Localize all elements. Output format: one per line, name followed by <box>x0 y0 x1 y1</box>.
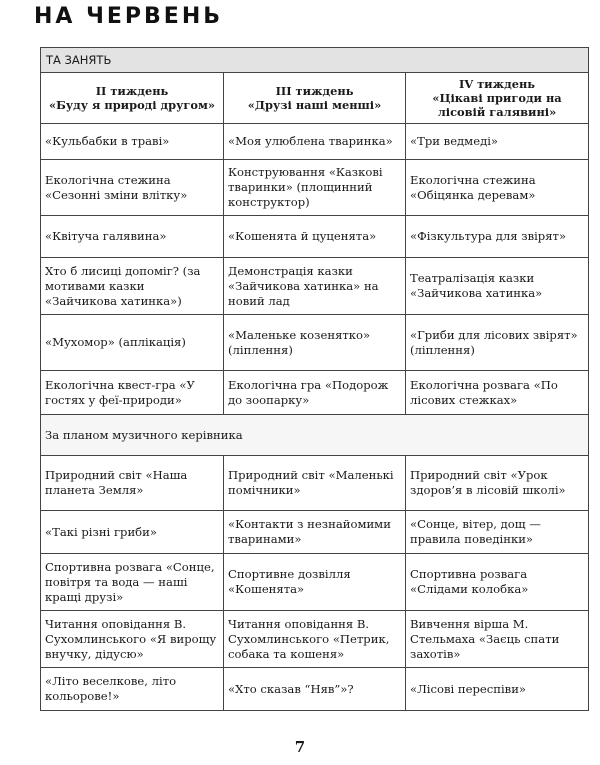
activity-cell: «Такі різні гриби» <box>41 511 224 554</box>
activity-cell: «Мухомор» (аплікація) <box>41 315 224 371</box>
table-row <box>41 216 589 258</box>
activity-cell: Спортивна розвага «Слідами колобка» <box>406 554 589 611</box>
activity-cell: Екологічна розвага «По лісових стежках» <box>406 371 589 415</box>
table-row <box>41 456 589 511</box>
activity-cell: Природний світ «Маленькі помічники» <box>224 456 406 511</box>
activity-cell: «Лісові переспіви» <box>406 668 589 711</box>
week-header-2 <box>41 73 224 124</box>
activity-cell: Читання оповідання В. Сухомлинського «Я вирощу внучку, дідусю» <box>41 611 224 668</box>
activity-cell: Екологічна стежина «Обіцянка деревам» <box>406 160 589 216</box>
week-theme: «Цікаві пригоди на лісовій галявині» <box>432 91 562 119</box>
plan-table <box>40 47 589 711</box>
plan-table-wrap <box>40 47 588 711</box>
week-label: III тиждень <box>275 84 354 98</box>
section-band-row <box>41 48 589 73</box>
activity-cell: Природний світ «Наша планета Земля» <box>41 456 224 511</box>
table-row <box>41 611 589 668</box>
activity-cell: Хто б лисиці допоміг? (за мотивами казки «Зайчикова хатинка») <box>41 258 224 315</box>
activity-cell: «Літо веселкове, літо кольорове!» <box>41 668 224 711</box>
activity-cell: Демонстрація казки «Зайчикова хатинка» на новий лад <box>224 258 406 315</box>
activity-cell: «Кульбабки в траві» <box>41 124 224 160</box>
activity-cell: «Гриби для лісових звірят» (ліплення) <box>406 315 589 371</box>
week-theme: «Друзі наші менші» <box>247 98 382 112</box>
activity-cell: «Маленьке козенятко» (ліплення) <box>224 315 406 371</box>
page-number: 7 <box>294 738 306 756</box>
activity-cell: «Квітуча галявина» <box>41 216 224 258</box>
activity-cell: «Контакти з незнайомими тваринами» <box>224 511 406 554</box>
activity-cell: Читання оповідання В. Сухомлинського «Петрик, собака та кошеня» <box>224 611 406 668</box>
table-row <box>41 258 589 315</box>
activity-cell: «Моя улюблена тваринка» <box>224 124 406 160</box>
table-row <box>41 371 589 415</box>
table-row <box>41 315 589 371</box>
table-row <box>41 554 589 611</box>
activity-cell: Спортивна розвага «Сонце, повітря та вода — наші кращі друзі» <box>41 554 224 611</box>
week-header-3 <box>224 73 406 124</box>
activity-cell: Спортивне дозвілля «Кошенята» <box>224 554 406 611</box>
activity-cell: Конструювання «Казкові тваринки» (площинний конструктор) <box>224 160 406 216</box>
week-theme: «Буду я природі другом» <box>48 98 215 112</box>
activity-cell: «Хто сказав “Няв”»? <box>224 668 406 711</box>
activity-cell: Природний світ «Урок здоров’я в лісовій школі» <box>406 456 589 511</box>
activity-cell: «Кошенята й цуценята» <box>224 216 406 258</box>
week-header-4 <box>406 73 589 124</box>
activity-cell: «Сонце, вітер, дощ — правила поведінки» <box>406 511 589 554</box>
page-heading: НА ЧЕРВЕНЬ <box>34 4 224 29</box>
week-header-row <box>41 73 589 124</box>
table-row <box>41 668 589 711</box>
table-row <box>41 124 589 160</box>
table-row <box>41 511 589 554</box>
week-label: IV тиждень <box>458 77 536 91</box>
activity-cell: Екологічна стежина «Сезонні зміни влітку» <box>41 160 224 216</box>
activity-cell: «Три ведмеді» <box>406 124 589 160</box>
activity-cell: Екологічна гра «Подорож до зоопарку» <box>224 371 406 415</box>
activity-cell: «Фізкультура для звірят» <box>406 216 589 258</box>
activity-cell: Екологічна квест-гра «У гостях у феї-природи» <box>41 371 224 415</box>
music-director-cell: За планом музичного керівника <box>41 415 589 456</box>
table-row <box>41 160 589 216</box>
activity-cell: Театралізація казки «Зайчикова хатинка» <box>406 258 589 315</box>
activity-cell: Вивчення вірша М. Стельмаха «Заєць спати захотів» <box>406 611 589 668</box>
week-label: II тиждень <box>95 84 169 98</box>
music-director-row <box>41 415 589 456</box>
section-band: ТА ЗАНЯТЬ <box>41 48 589 73</box>
